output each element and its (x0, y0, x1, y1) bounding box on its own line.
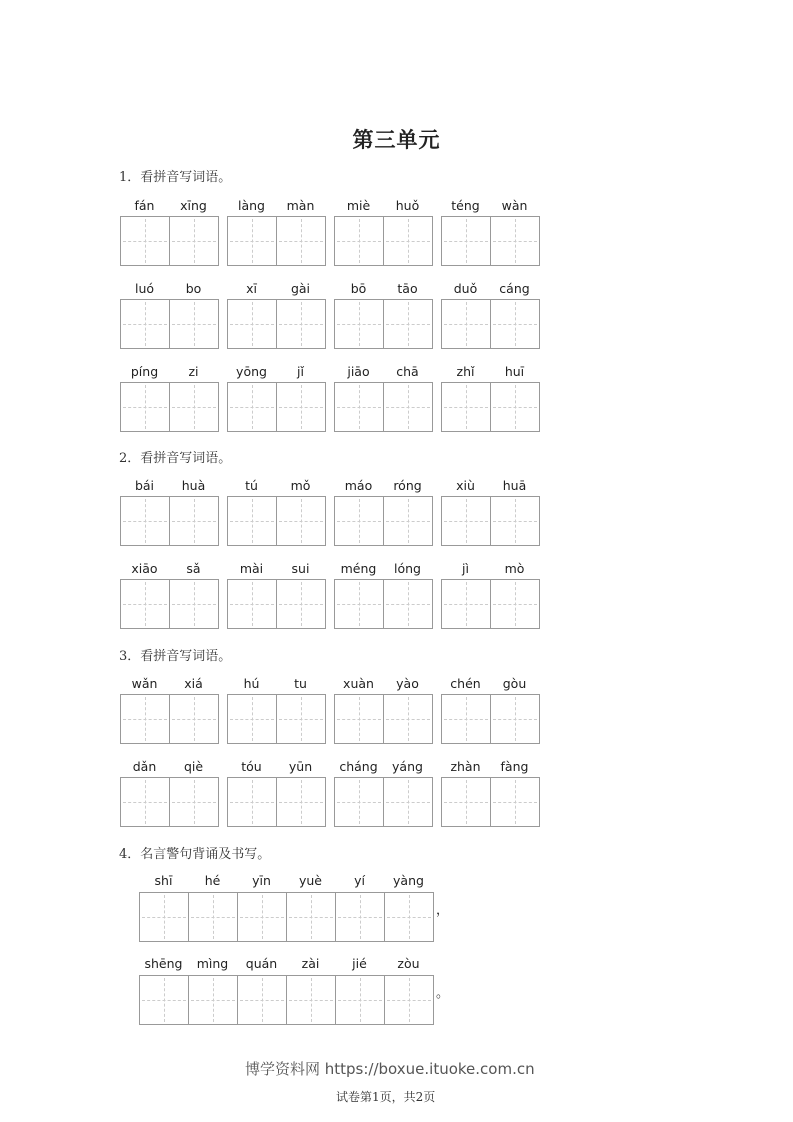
pinyin-label: jì (462, 561, 469, 576)
watermark: 博学资料网 https://boxue.ituoke.com.cn (245, 1060, 535, 1078)
writing-cell[interactable] (188, 975, 238, 1025)
writing-cell[interactable] (383, 579, 433, 629)
writing-cell[interactable] (188, 892, 238, 942)
writing-cell[interactable] (334, 694, 384, 744)
writing-cell[interactable] (334, 382, 384, 432)
writing-cell[interactable] (169, 694, 219, 744)
pinyin-label: zài (301, 956, 320, 971)
writing-cell[interactable] (120, 579, 170, 629)
pinyin-label: hú (243, 676, 260, 691)
writing-cell[interactable] (139, 975, 189, 1025)
pinyin-label: yàng (393, 873, 424, 888)
writing-cell[interactable] (169, 382, 219, 432)
pinyin-label: yuè (298, 873, 322, 888)
writing-cell[interactable] (384, 975, 434, 1025)
writing-cell[interactable] (334, 777, 384, 827)
pinyin-label: jǐ (297, 364, 304, 379)
writing-cell[interactable] (120, 496, 170, 546)
pinyin-label: tóu (241, 759, 262, 774)
writing-cell[interactable] (490, 382, 540, 432)
pinyin-label: zhǐ (456, 364, 475, 379)
pinyin-label: jié (352, 956, 367, 971)
question-title: 3．看拼音写词语。 (119, 649, 232, 664)
pinyin-label: làng (238, 198, 265, 213)
writing-cell[interactable] (120, 382, 170, 432)
writing-cell[interactable] (490, 216, 540, 266)
writing-cell[interactable] (169, 216, 219, 266)
pinyin-label: duǒ (453, 281, 478, 296)
pinyin-label: cáng (499, 281, 530, 296)
writing-cell[interactable] (120, 694, 170, 744)
writing-cell[interactable] (276, 382, 326, 432)
writing-cell[interactable] (286, 975, 336, 1025)
page-title: 第三单元 (352, 127, 441, 152)
pinyin-label: tú (245, 478, 258, 493)
pinyin-label: yí (354, 873, 365, 888)
pinyin-label: zhàn (450, 759, 481, 774)
writing-cell[interactable] (334, 496, 384, 546)
writing-cell[interactable] (441, 382, 491, 432)
writing-cell[interactable] (120, 777, 170, 827)
writing-cell[interactable] (227, 382, 277, 432)
writing-cell[interactable] (441, 299, 491, 349)
writing-cell[interactable] (490, 694, 540, 744)
writing-cell[interactable] (286, 892, 336, 942)
writing-cell[interactable] (227, 299, 277, 349)
pinyin-label: yūn (288, 759, 313, 774)
writing-cell[interactable] (334, 579, 384, 629)
writing-cell[interactable] (441, 694, 491, 744)
pinyin-label: xiá (184, 676, 203, 691)
writing-cell[interactable] (383, 216, 433, 266)
pinyin-label: bō (350, 281, 367, 296)
pinyin-label: huā (502, 478, 527, 493)
punctuation: ， (436, 903, 450, 918)
pinyin-label: sui (291, 561, 310, 576)
pinyin-label: miè (346, 198, 371, 213)
pinyin-label: wǎn (131, 676, 158, 691)
pinyin-label: yào (396, 676, 419, 691)
writing-cell[interactable] (276, 777, 326, 827)
pinyin-label: cháng (339, 759, 378, 774)
writing-cell[interactable] (335, 892, 385, 942)
writing-cell[interactable] (334, 216, 384, 266)
writing-cell[interactable] (276, 579, 326, 629)
pinyin-label: sǎ (186, 561, 201, 576)
writing-cell[interactable] (383, 694, 433, 744)
writing-cell[interactable] (276, 299, 326, 349)
writing-cell[interactable] (490, 496, 540, 546)
pinyin-label: tu (294, 676, 307, 691)
writing-cell[interactable] (237, 892, 287, 942)
writing-cell[interactable] (120, 216, 170, 266)
question-title: 2．看拼音写词语。 (119, 451, 232, 466)
writing-cell[interactable] (139, 892, 189, 942)
pinyin-label: huī (504, 364, 525, 379)
pinyin-label: jiāo (347, 364, 370, 379)
pinyin-label: fàng (500, 759, 529, 774)
writing-cell[interactable] (490, 299, 540, 349)
pinyin-label: xīng (180, 198, 207, 213)
pinyin-label: dǎn (132, 759, 157, 774)
writing-cell[interactable] (383, 777, 433, 827)
writing-cell[interactable] (120, 299, 170, 349)
writing-cell[interactable] (227, 216, 277, 266)
question-title: 1．看拼音写词语。 (119, 170, 232, 185)
pinyin-label: fán (134, 198, 155, 213)
pinyin-label: shī (154, 873, 173, 888)
pinyin-label: lóng (394, 561, 421, 576)
writing-cell[interactable] (383, 496, 433, 546)
pinyin-label: mài (239, 561, 264, 576)
pinyin-label: yōng (236, 364, 267, 379)
writing-cell[interactable] (169, 496, 219, 546)
pinyin-label: chén (450, 676, 481, 691)
pinyin-label: chā (396, 364, 419, 379)
writing-cell[interactable] (441, 777, 491, 827)
pinyin-label: méng (340, 561, 377, 576)
pinyin-label: bái (134, 478, 155, 493)
pinyin-label: róng (393, 478, 422, 493)
pinyin-label: xuàn (343, 676, 374, 691)
writing-cell[interactable] (441, 216, 491, 266)
pinyin-label: mò (504, 561, 525, 576)
writing-cell[interactable] (227, 777, 277, 827)
pinyin-label: zòu (397, 956, 420, 971)
writing-cell[interactable] (227, 579, 277, 629)
pinyin-label: wàn (501, 198, 528, 213)
writing-cell[interactable] (383, 382, 433, 432)
pinyin-label: huà (181, 478, 206, 493)
punctuation: 。 (436, 986, 450, 1001)
writing-cell[interactable] (490, 579, 540, 629)
pinyin-label: bo (185, 281, 202, 296)
pinyin-label: hé (204, 873, 221, 888)
page-footer: 试卷第1页，共2页 (336, 1090, 436, 1104)
writing-cell[interactable] (227, 496, 277, 546)
question-title: 4．名言警句背诵及书写。 (119, 847, 271, 862)
pinyin-label: zi (188, 364, 199, 379)
pinyin-label: xiāo (131, 561, 158, 576)
pinyin-label: tāo (397, 281, 418, 296)
pinyin-label: gòu (502, 676, 527, 691)
writing-cell[interactable] (169, 299, 219, 349)
pinyin-label: téng (451, 198, 480, 213)
pinyin-label: yáng (392, 759, 423, 774)
writing-cell[interactable] (384, 892, 434, 942)
pinyin-label: quán (245, 956, 278, 971)
writing-cell[interactable] (227, 694, 277, 744)
writing-cell[interactable] (169, 777, 219, 827)
writing-cell[interactable] (276, 694, 326, 744)
pinyin-label: máo (344, 478, 373, 493)
pinyin-label: huǒ (395, 198, 420, 213)
writing-cell[interactable] (441, 579, 491, 629)
writing-cell[interactable] (237, 975, 287, 1025)
writing-cell[interactable] (334, 299, 384, 349)
writing-cell[interactable] (441, 496, 491, 546)
writing-cell[interactable] (276, 216, 326, 266)
pinyin-label: luó (134, 281, 155, 296)
writing-cell[interactable] (383, 299, 433, 349)
writing-cell[interactable] (335, 975, 385, 1025)
writing-cell[interactable] (276, 496, 326, 546)
pinyin-label: yīn (252, 873, 271, 888)
pinyin-label: mìng (196, 956, 229, 971)
pinyin-label: qiè (183, 759, 204, 774)
pinyin-label: xiù (456, 478, 475, 493)
pinyin-label: shēng (144, 956, 183, 971)
pinyin-label: gài (290, 281, 311, 296)
pinyin-label: mǒ (290, 478, 311, 493)
writing-cell[interactable] (169, 579, 219, 629)
writing-cell[interactable] (490, 777, 540, 827)
pinyin-label: píng (130, 364, 159, 379)
pinyin-label: xī (246, 281, 257, 296)
pinyin-label: màn (286, 198, 315, 213)
